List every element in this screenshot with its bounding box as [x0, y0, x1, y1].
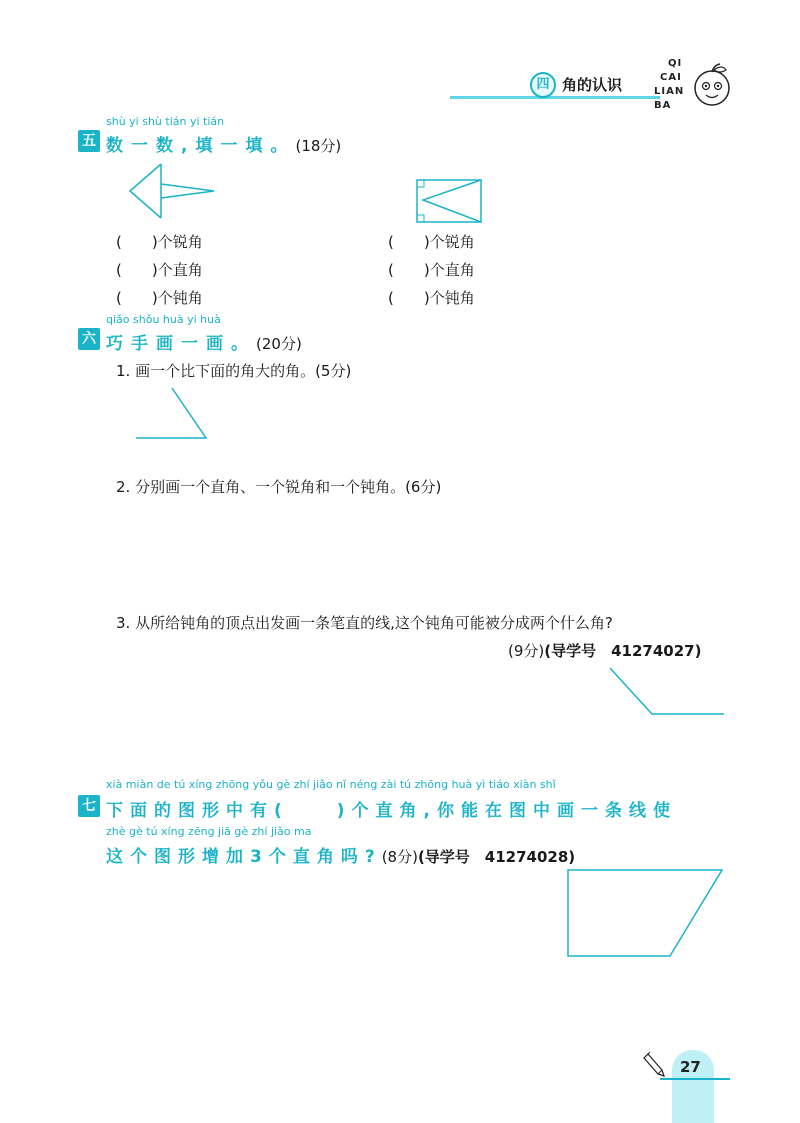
- s7-line-1: 下面的图形中有( )个直角,你能在图中画一条线使: [106, 801, 677, 821]
- s6-q3-score-line: [508, 640, 701, 661]
- s6-title: 巧手画一画。: [106, 334, 256, 354]
- s5-right-right: ( )个直角: [388, 261, 475, 279]
- s7-ref: (导学号 41274028): [417, 848, 576, 866]
- s5-right-acute: ( )个锐角: [388, 233, 475, 251]
- s5-figure-bracket: [415, 178, 485, 224]
- s7-score: (8分): [381, 848, 418, 866]
- footer-rule: [660, 1078, 730, 1080]
- s6-number-badge: 六: [78, 328, 100, 350]
- header-rule: [450, 96, 660, 99]
- s7-number-badge: 七: [78, 795, 100, 817]
- page-number: 27: [680, 1058, 701, 1076]
- s6-question-3: 3. 从所给钝角的顶点出发画一条笔直的线,这个钝角可能被分成两个什么角?: [116, 614, 613, 632]
- s5-score: (18分): [295, 137, 342, 155]
- s6-q3-ref: (导学号 41274027): [544, 642, 702, 660]
- s6-score: (20分): [256, 335, 302, 353]
- s5-left-right: ( )个直角: [116, 261, 203, 279]
- chapter-title: 角的认识: [562, 76, 623, 94]
- pencil-icon: [644, 1052, 666, 1078]
- s6-q3-obtuse-angle: [608, 666, 728, 720]
- s6-q3-score: (9分): [508, 642, 545, 660]
- s5-figure-kite: [128, 162, 218, 222]
- logo-text-4: BA: [654, 100, 672, 111]
- chapter-badge: 四: [530, 72, 556, 98]
- s6-pinyin: qiǎo shǒu huà yi huà: [106, 313, 221, 326]
- s7-pinyin-line-2: zhè gè tú xíng zēng jiā gè zhí jiǎo ma: [106, 825, 312, 838]
- s7-line-2-wrap: [106, 842, 575, 867]
- s5-left-acute: ( )个锐角: [116, 233, 203, 251]
- logo-text-1: QI: [668, 58, 683, 69]
- s5-right-obtuse: ( )个钝角: [388, 289, 475, 307]
- mascot-apple-icon: [690, 62, 734, 108]
- s5-heading: [106, 131, 341, 156]
- s5-title: 数一数,填一填。: [106, 136, 296, 156]
- logo-text-2: CAI: [660, 72, 682, 83]
- s5-number-badge: 五: [78, 130, 100, 152]
- s5-pinyin: shù yi shù tián yi tián: [106, 115, 225, 128]
- s5-left-obtuse: ( )个钝角: [116, 289, 203, 307]
- s6-heading: [106, 329, 302, 354]
- s7-line-2: 这个图形增加3个直角吗?: [106, 847, 382, 867]
- s7-trapezoid-figure: [566, 868, 726, 960]
- s6-question-2: 2. 分别画一个直角、一个锐角和一个钝角。(6分): [116, 478, 442, 496]
- s7-pinyin-line-1: xià miàn de tú xíng zhōng yǒu gè zhí jiǎo nǐ néng zài tú zhōng huà yì tiáo xiàn shǐ: [106, 778, 556, 791]
- s6-q1-angle: [134, 386, 214, 442]
- logo-text-3: LIAN: [654, 86, 685, 97]
- s6-question-1: 1. 画一个比下面的角大的角。(5分): [116, 362, 352, 380]
